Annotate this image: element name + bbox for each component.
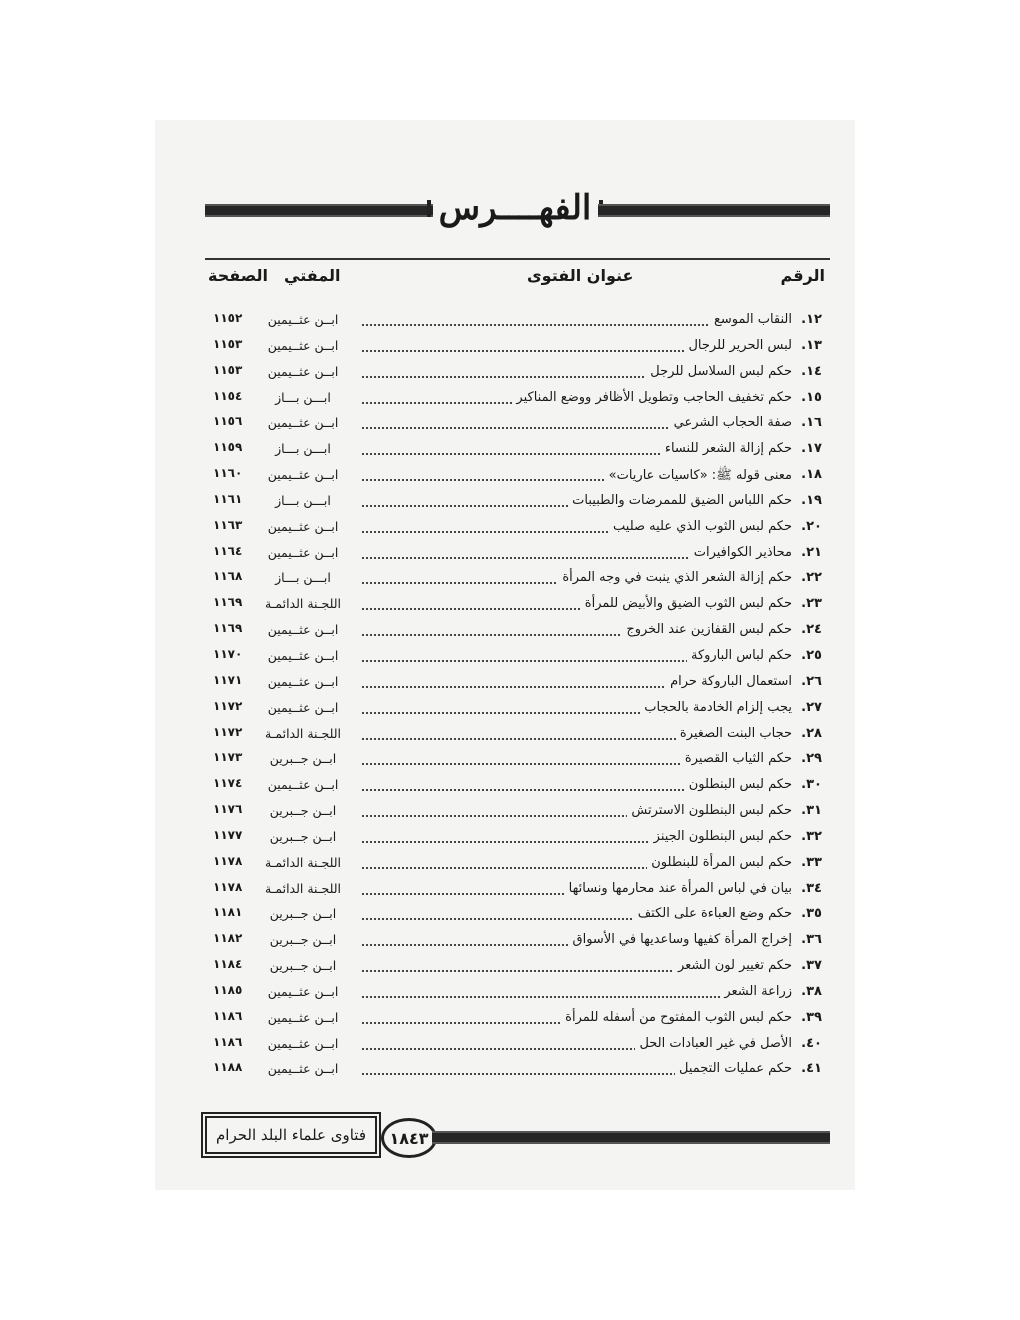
title-box xyxy=(435,186,595,230)
entry-number: ٣٣. xyxy=(801,854,822,870)
table-row xyxy=(205,1058,830,1084)
entry-title: الأصل في غير العبادات الحل xyxy=(635,1036,792,1051)
entry-number: ٤١. xyxy=(801,1061,822,1077)
table-row xyxy=(205,748,830,774)
entry-number: ٢٦. xyxy=(801,673,822,689)
entry-number: ٤٠. xyxy=(801,1035,822,1051)
table-row xyxy=(205,774,830,800)
entry-page: ١١٦٤ xyxy=(213,543,243,558)
entry-mufti: ابـــن بـــاز xyxy=(275,441,331,457)
entry-number: ٣٨. xyxy=(801,983,822,999)
entry-page: ١١٧١ xyxy=(213,672,243,687)
entry-title: حكم عمليات التجميل xyxy=(675,1061,792,1076)
entry-number: ٢٤. xyxy=(801,622,822,638)
index-table xyxy=(205,309,830,1084)
entry-mufti: اللجـنة الدائمـة xyxy=(265,725,341,741)
table-row xyxy=(205,1033,830,1059)
entry-number: ٢٣. xyxy=(801,596,822,612)
entry-title: حكم لبس البنطلون الاسترتش xyxy=(627,803,792,818)
table-row xyxy=(205,955,830,981)
entry-mufti: ابــن جــبرين xyxy=(269,932,337,948)
table-row xyxy=(205,645,830,671)
column-header-page: الصفحة xyxy=(208,266,269,285)
index-title-banner xyxy=(205,186,830,230)
entry-title: معنى قوله ﷺ: «كاسيات عاريات» xyxy=(605,467,792,486)
entry-number: ٣١. xyxy=(801,803,822,819)
book-title: فتاوى علماء البلد الحرام xyxy=(205,1116,377,1154)
table-row xyxy=(205,903,830,929)
table-row xyxy=(205,593,830,619)
entry-number: ٣٧. xyxy=(801,958,822,974)
table-row xyxy=(205,412,830,438)
entry-number: ١٥. xyxy=(801,389,822,405)
table-row xyxy=(205,335,830,361)
entry-title: يجب إلزام الخادمة بالحجاب xyxy=(640,700,792,715)
entry-title: حكم اللباس الضيق للممرضات والطبيبات xyxy=(568,493,792,508)
table-row xyxy=(205,542,830,568)
entry-mufti: ابـــن بـــاز xyxy=(275,492,331,508)
entry-mufti: ابــن عثــيمين xyxy=(267,467,339,483)
entry-mufti: ابــن عثــيمين xyxy=(267,363,339,379)
entry-page: ١١٧٢ xyxy=(213,724,243,739)
entry-page: ١١٦٩ xyxy=(213,595,243,610)
entry-title: بيان في لباس المرأة عند محارمها ونسائها xyxy=(565,881,792,896)
table-row xyxy=(205,361,830,387)
entry-title: حكم لباس الباروكة xyxy=(687,648,792,663)
entry-page: ١١٧٨ xyxy=(213,879,243,894)
entry-page: ١١٧٠ xyxy=(213,646,243,661)
entry-number: ٣٥. xyxy=(801,906,822,922)
entry-mufti: ابــن عثــيمين xyxy=(267,777,339,793)
entry-number: ٢٨. xyxy=(801,725,822,741)
table-row xyxy=(205,697,830,723)
table-row xyxy=(205,619,830,645)
entry-mufti: ابــن عثــيمين xyxy=(267,1061,339,1077)
entry-title: حجاب البنت الصغيرة xyxy=(676,726,792,741)
entry-page: ١١٨٦ xyxy=(213,1008,243,1023)
entry-mufti: ابـــن بـــاز xyxy=(275,389,331,405)
entry-title: إخراج المرأة كفيها وساعديها في الأسواق xyxy=(569,932,792,947)
entry-mufti: ابــن عثــيمين xyxy=(267,544,339,560)
header-rule xyxy=(205,258,830,260)
entry-title: حكم لبس السلاسل للرجل xyxy=(646,364,792,379)
column-header-mufti: المفتي xyxy=(284,266,341,285)
entry-mufti: ابــن عثــيمين xyxy=(267,1009,339,1025)
entry-number: ٣٩. xyxy=(801,1009,822,1025)
entry-title: حكم لبس القفازين عند الخروج xyxy=(622,622,792,637)
entry-number: ١٧. xyxy=(801,441,822,457)
entry-page: ١١٧٦ xyxy=(213,802,243,817)
entry-page: ١١٥٢ xyxy=(213,311,243,325)
entry-page: ١١٧٧ xyxy=(213,827,243,842)
column-header-number: الرقم xyxy=(780,266,825,285)
footer-bar xyxy=(432,1131,830,1144)
entry-number: ٢٧. xyxy=(801,699,822,715)
entry-title: حكم لبس البنطلون الجينز xyxy=(650,829,792,844)
entry-page: ١١٧٢ xyxy=(213,698,243,713)
entry-number: ٢٢. xyxy=(801,570,822,586)
entry-title: حكم لبس الثوب الضيق والأبيض للمرأة xyxy=(581,596,792,611)
entry-number: ٢٠. xyxy=(801,518,822,534)
entry-title: حكم تخفيف الحاجب وتطويل الأظافر ووضع المناكير xyxy=(512,390,792,405)
entry-mufti: ابــن جــبرين xyxy=(269,828,337,844)
entry-page: ١١٦٩ xyxy=(213,621,243,636)
entry-number: ١٣. xyxy=(801,337,822,353)
entry-page: ١١٧٣ xyxy=(213,750,243,765)
entry-title: استعمال الباروكة حرام xyxy=(666,674,792,689)
table-row xyxy=(205,464,830,490)
entry-mufti: ابــن عثــيمين xyxy=(267,518,339,534)
table-row xyxy=(205,567,830,593)
table-row xyxy=(205,309,830,335)
entry-title: حكم تغيير لون الشعر xyxy=(674,958,792,973)
entry-page: ١١٨١ xyxy=(213,905,243,920)
entry-number: ٣٠. xyxy=(801,777,822,793)
entry-page: ١١٥٣ xyxy=(213,336,243,351)
entry-number: ٣٤. xyxy=(801,880,822,896)
entry-page: ١١٨٥ xyxy=(213,982,243,997)
entry-number: ٣٢. xyxy=(801,828,822,844)
entry-title: حكم لبس البنطلون xyxy=(685,777,792,792)
entry-title: حكم لبس الثوب المفتوح من أسفله للمرأة xyxy=(561,1010,792,1025)
table-row xyxy=(205,516,830,542)
table-row xyxy=(205,800,830,826)
table-row xyxy=(205,878,830,904)
column-header-title: عنوان الفتوى xyxy=(527,266,634,285)
entry-title: حكم لبس الثوب الذي عليه صليب xyxy=(609,519,792,534)
table-row xyxy=(205,490,830,516)
table-row xyxy=(205,826,830,852)
entry-title: حكم وضع العباءة على الكتف xyxy=(634,906,792,921)
entry-page: ١١٨٤ xyxy=(213,957,243,972)
entry-page: ١١٨٢ xyxy=(213,931,243,946)
entry-title: النقاب الموسع xyxy=(710,312,792,327)
entry-page: ١١٧٤ xyxy=(213,776,243,791)
entry-mufti: ابــن عثــيمين xyxy=(267,1035,339,1051)
entry-title: حكم إزالة الشعر الذي ينبت في وجه المرأة xyxy=(558,570,792,585)
entry-title: لبس الحرير للرجال xyxy=(684,338,792,353)
entry-mufti: اللجـنة الدائمـة xyxy=(265,854,341,870)
page-footer xyxy=(205,1116,830,1160)
entry-mufti: ابــن عثــيمين xyxy=(267,337,339,353)
entry-page: ١١٥٦ xyxy=(213,414,243,429)
entry-title: حكم إزالة الشعر للنساء xyxy=(661,441,792,456)
entry-number: ١٦. xyxy=(801,415,822,431)
entry-number: ١٩. xyxy=(801,492,822,508)
entry-mufti: ابــن جــبرين xyxy=(269,751,337,767)
entry-page: ١١٥٤ xyxy=(213,388,243,403)
entry-page: ١١٥٩ xyxy=(213,440,243,455)
entry-mufti: ابــن عثــيمين xyxy=(267,699,339,715)
table-row xyxy=(205,981,830,1007)
square-ornament-icon xyxy=(427,200,431,217)
entry-page: ١١٨٦ xyxy=(213,1034,243,1049)
entry-mufti: ابــن جــبرين xyxy=(269,958,337,974)
table-row xyxy=(205,1007,830,1033)
table-row xyxy=(205,387,830,413)
entry-page: ١١٦٣ xyxy=(213,517,243,532)
entry-mufti: ابــن عثــيمين xyxy=(267,312,339,327)
page-title: الفهــــرس xyxy=(438,188,592,228)
entry-number: ٢٥. xyxy=(801,647,822,663)
table-row xyxy=(205,671,830,697)
entry-title: زراعة الشعر xyxy=(720,984,792,999)
entry-number: ٣٦. xyxy=(801,932,822,948)
entry-number: ٢٩. xyxy=(801,751,822,767)
entry-number: ١٢. xyxy=(801,312,822,327)
title-bar-right xyxy=(598,204,830,217)
page-number: ١٨٤٣ xyxy=(381,1118,437,1158)
table-row xyxy=(205,852,830,878)
entry-page: ١١٨٨ xyxy=(213,1060,243,1075)
table-row xyxy=(205,438,830,464)
entry-mufti: ابــن عثــيمين xyxy=(267,622,339,638)
entry-title: صفة الحجاب الشرعي xyxy=(670,415,792,430)
table-row xyxy=(205,723,830,749)
table-row xyxy=(205,929,830,955)
entry-mufti: ابــن جــبرين xyxy=(269,906,337,922)
entry-number: ٢١. xyxy=(801,544,822,560)
entry-mufti: ابــن عثــيمين xyxy=(267,673,339,689)
entry-title: حكم لبس المرأة للبنطلون xyxy=(647,855,792,870)
entry-page: ١١٦٨ xyxy=(213,569,243,584)
entry-mufti: ابــن عثــيمين xyxy=(267,647,339,663)
entry-mufti: ابــن جــبرين xyxy=(269,803,337,819)
entry-page: ١١٧٨ xyxy=(213,853,243,868)
entry-mufti: ابــن عثــيمين xyxy=(267,415,339,431)
entry-title: محاذير الكوافيرات xyxy=(690,545,792,560)
entry-mufti: ابــن عثــيمين xyxy=(267,983,339,999)
entry-mufti: ابـــن بـــاز xyxy=(275,570,331,586)
title-bar-left xyxy=(205,204,433,217)
entry-number: ١٤. xyxy=(801,363,822,379)
entry-title: حكم الثياب القصيرة xyxy=(681,751,792,766)
entry-page: ١١٦٠ xyxy=(213,466,243,481)
entry-number: ١٨. xyxy=(801,467,822,483)
entry-page: ١١٦١ xyxy=(213,491,243,506)
entry-mufti: اللجـنة الدائمـة xyxy=(265,880,341,896)
entry-mufti: اللجـنة الدائمـة xyxy=(265,596,341,612)
entry-page: ١١٥٣ xyxy=(213,362,243,377)
